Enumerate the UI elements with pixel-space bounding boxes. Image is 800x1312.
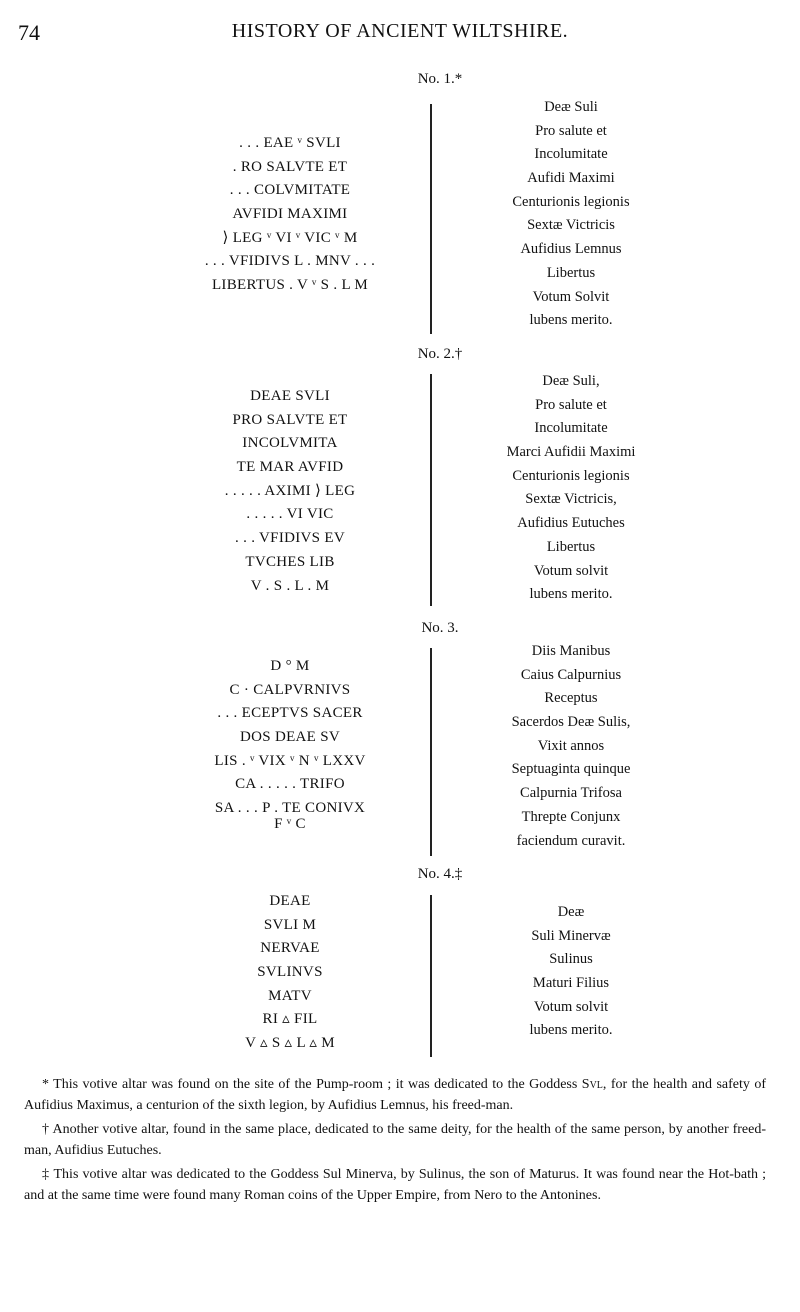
translation-line: Aufidius Lemnus bbox=[520, 241, 622, 258]
translation-line: Sulinus bbox=[549, 951, 593, 968]
latin-line: . . . VFIDIVS EV bbox=[235, 530, 345, 547]
footnote-1-text-end: , for the health and safety of Aufidius Maximus, a centurion of the sixth legion, by Aufidius Lemnus, his freed-man. bbox=[24, 1077, 766, 1113]
latin-line: CA . . . . . TRIFO bbox=[235, 776, 345, 793]
latin-line: LIS . ᵛ VIX ᵛ N ᵛ LXXV bbox=[214, 752, 366, 769]
latin-line: INCOLVMITA bbox=[242, 435, 338, 452]
translation-line: Incolumitate bbox=[534, 146, 608, 163]
divider-line bbox=[430, 104, 432, 334]
inscription-3-heading: No. 3. bbox=[421, 620, 459, 636]
footnotes bbox=[24, 1074, 766, 1209]
translation-line: Septuaginta quinque bbox=[511, 761, 631, 778]
translation-line: Receptus bbox=[544, 690, 598, 707]
translation-line: Deæ Suli, bbox=[542, 373, 600, 389]
translation-line: Sacerdos Deæ Sulis, bbox=[511, 714, 631, 731]
translation-line: Deæ bbox=[557, 904, 585, 920]
latin-line: MATV bbox=[268, 987, 312, 1004]
translation-line: Votum Solvit bbox=[532, 288, 610, 305]
inscription-3-latin bbox=[140, 655, 440, 833]
latin-line: . . . COLVMITATE bbox=[229, 182, 351, 199]
translation-line: Calpurnia Trifosa bbox=[520, 785, 622, 802]
translation-line: Votum solvit bbox=[533, 562, 609, 579]
footnote-2: † Another votive altar, found in the same place, dedicated to the same deity, for the health of the same person, by another freed-man, Aufidius Eutuches. bbox=[24, 1122, 766, 1158]
latin-line: . . . . . VI VIC bbox=[246, 506, 334, 523]
latin-line: LIBERTUS . V ᵛ S . L M bbox=[211, 277, 369, 294]
translation-line: Pro salute et bbox=[535, 122, 607, 139]
latin-line: SA . . . P . TE CONIVX bbox=[214, 800, 366, 817]
translation-line: Sextæ Victricis, bbox=[525, 491, 617, 508]
latin-line: NERVAE bbox=[260, 940, 320, 957]
inscription-1-translation bbox=[466, 96, 676, 333]
translation-line: Deæ Suli bbox=[544, 99, 598, 115]
latin-line: PRO SALVTE ET bbox=[232, 411, 348, 428]
latin-line: ⟩ LEG ᵛ VI ᵛ VIC ᵛ M bbox=[222, 229, 358, 246]
translation-line: Incolumitate bbox=[534, 420, 608, 437]
latin-line: DOS DEAE SV bbox=[240, 729, 340, 746]
inscription-4-translation bbox=[466, 901, 676, 1043]
inscription-3-translation bbox=[466, 640, 676, 853]
translation-line: Marci Aufidii Maximi bbox=[506, 444, 636, 461]
translation-line: Pro salute et bbox=[535, 396, 607, 413]
translation-line: faciendum curavit. bbox=[516, 832, 626, 849]
latin-line: AVFIDI MAXIMI bbox=[232, 206, 348, 223]
latin-line: F ᵛ C bbox=[274, 815, 306, 832]
running-title: HISTORY OF ANCIENT WILTSHIRE. bbox=[231, 20, 569, 42]
latin-line: DEAE bbox=[269, 893, 311, 909]
latin-line: V . S . L . M bbox=[250, 577, 330, 594]
inscription-4-heading: No. 4.‡ bbox=[417, 866, 463, 882]
footnote-1 bbox=[24, 1074, 766, 1116]
translation-line: lubens merito. bbox=[529, 586, 613, 603]
inscription-2-latin bbox=[140, 385, 440, 598]
footnote-1-deity: Svl bbox=[581, 1077, 603, 1092]
translation-line: Caius Calpurnius bbox=[520, 666, 622, 683]
inscription-1-heading: No. 1.* bbox=[417, 71, 463, 87]
latin-line: RI ▵ FIL bbox=[262, 1011, 318, 1028]
divider-line bbox=[430, 374, 432, 606]
latin-line: SVLI M bbox=[263, 916, 317, 933]
translation-line: Libertus bbox=[546, 264, 596, 281]
translation-line: Maturi Filius bbox=[532, 975, 610, 992]
divider-line bbox=[430, 648, 432, 856]
translation-line: Sextæ Victricis bbox=[527, 217, 615, 234]
page-number: 74 bbox=[18, 20, 40, 45]
page-header bbox=[18, 18, 782, 52]
translation-line: Diis Manibus bbox=[531, 643, 611, 659]
inscription-2-translation bbox=[466, 370, 676, 607]
translation-line: Vixit annos bbox=[537, 737, 605, 754]
translation-line: lubens merito. bbox=[529, 1022, 613, 1039]
translation-line: Libertus bbox=[546, 538, 596, 555]
latin-line: SVLINVS bbox=[257, 964, 323, 981]
latin-line: TE MAR AVFID bbox=[236, 459, 344, 476]
translation-line: Aufidi Maximi bbox=[527, 170, 615, 187]
translation-line: Aufidius Eutuches bbox=[517, 515, 625, 532]
latin-line: TVCHES LIB bbox=[245, 553, 335, 570]
translation-line: lubens merito. bbox=[529, 312, 613, 329]
inscription-1-latin bbox=[140, 132, 440, 298]
footnote-1-text: * This votive altar was found on the site of the Pump-room ; it was dedicated to the Goddess bbox=[42, 1077, 582, 1092]
latin-line: V ▵ S ▵ L ▵ M bbox=[245, 1035, 335, 1052]
latin-line: D ° M bbox=[270, 658, 310, 674]
latin-line: . . . ECEPTVS SACER bbox=[217, 705, 363, 722]
latin-line: C · CALPVRNIVS bbox=[229, 681, 351, 698]
latin-line: . RO SALVTE ET bbox=[232, 158, 348, 175]
inscription-4-latin bbox=[140, 890, 440, 1056]
translation-line: Threpte Conjunx bbox=[521, 808, 621, 825]
translation-line: Votum solvit bbox=[533, 998, 609, 1015]
translation-line: Centurionis legionis bbox=[512, 193, 630, 210]
divider-line bbox=[430, 895, 432, 1057]
translation-line: Suli Minervæ bbox=[531, 927, 611, 944]
translation-line: Centurionis legionis bbox=[512, 467, 630, 484]
latin-line: . . . EAE ᵛ SVLI bbox=[239, 135, 341, 151]
inscription-2-heading: No. 2.† bbox=[417, 346, 463, 362]
latin-line: . . . . . AXIMI ⟩ LEG bbox=[224, 482, 356, 499]
latin-line: DEAE SVLI bbox=[250, 388, 330, 404]
footnote-3: ‡ This votive altar was dedicated to the Goddess Sul Minerva, by Sulinus, the son of Maturus. It was found near the Hot-bath ; and at the same time were found many Roman coins of the Upper Empire, from Nero to the Antonines. bbox=[24, 1167, 766, 1203]
latin-line: . . . VFIDIVS L . MNV . . . bbox=[204, 253, 376, 270]
